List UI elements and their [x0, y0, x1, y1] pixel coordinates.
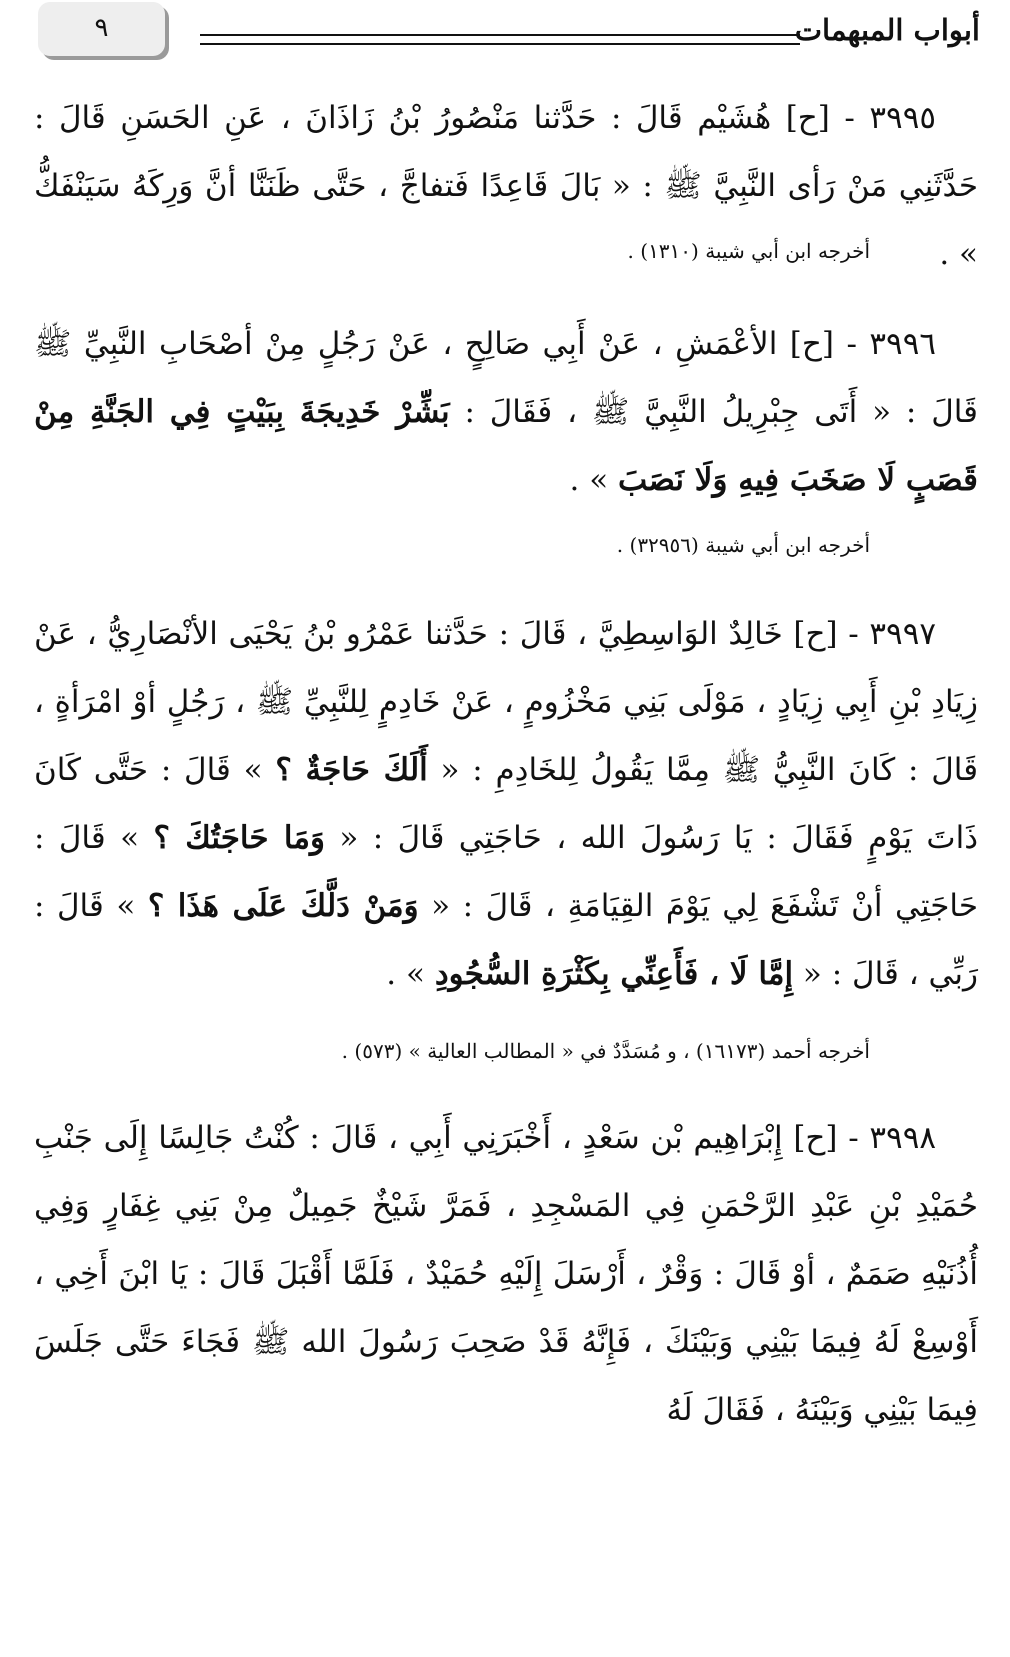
hadith-3997 — [34, 600, 978, 1008]
chapter-title: أبواب المبهمات — [794, 13, 980, 47]
prophetic-saying: وَمَا حَاجَتُكَ ؟ — [153, 820, 325, 856]
hadith-segment: ٣٩٩٥ - [ح] هُشَيْم قَالَ : حَدَّثنا مَنْصُورُ بْنُ زَاذَانَ ، عَنِ الحَسَنِ قَالَ : حَدَّثَنِي مَنْ رَأى النَّبِيَّ ﷺ : « بَالَ قَاعِدًا فَتفاجَّ ، حَتَّى ظَنَنَّا أنَّ وَرِكَهُ سَيَنْفَكُّ » . — [34, 100, 978, 272]
hadith-segment: ٣٩٩٨ - [ح] إِبْرَاهِيم بْن سَعْدٍ ، أَخْبَرَنِي أَبِي ، قَالَ : كُنْتُ جَالِسًا إِلَى جَنْبِ حُمَيْدِ بْنِ عَبْدِ الرَّحْمَنِ فِي المَسْجِدِ ، فَمَرَّ شَيْخٌ جَمِيلٌ مِنْ بَنِي غِفَارٍ وَفِي أُذُنَيْهِ صَمَمٌ ، أوْ قَالَ : وَقْرٌ ، أَرْسَلَ إِلَيْهِ حُمَيْدٌ ، فَلَمَّا أَقْبَلَ قَالَ : يَا ابْنَ أَخِي ، أَوْسِعْ لَهُ فِيمَا بَيْنِي وَبَيْنَكَ ، فَإِنَّهُ قَدْ صَحِبَ رَسُولَ الله ﷺ فَجَاءَ حَتَّى جَلَسَ فِيمَا بَيْنِي وَبَيْنَهُ ، فَقَالَ لَهُ — [34, 1120, 978, 1428]
hadith-segment: » قَالَ : حَتَّى كَانَ ذَاتَ يَوْمٍ فَقَالَ : يَا رَسُولَ الله ، حَاجَتِي قَالَ : « — [34, 752, 979, 856]
hadith-segment: » . — [386, 956, 435, 992]
hadith-segment: ٣٩٩٦ - [ح] الأعْمَشِ ، عَنْ أَبِي صَالِحٍ ، عَنْ رَجُلٍ مِنْ أصْحَابِ النَّبِيِّ ﷺ قَالَ : « أَتَى جِبْرِيلُ النَّبِيَّ ﷺ ، فَقَالَ : — [34, 326, 978, 430]
header-rule-bottom — [200, 43, 800, 45]
hadith-3996 — [34, 310, 978, 514]
page-header — [0, 0, 1010, 70]
hadith-3998 — [34, 1104, 978, 1444]
prophetic-saying: أَلَكَ حَاجَةٌ ؟ — [275, 752, 428, 788]
hadith-text — [34, 600, 978, 1008]
prophetic-saying: بَشِّرْ خَدِيجَةَ بِبَيْتٍ فِي الجَنَّةِ مِنْ قَصَبٍ لَا صَخَبَ فِيهِ وَلَا نَصَبَ — [34, 394, 978, 498]
header-rule-top — [200, 34, 800, 36]
hadith-footnote: أخرجه ابن أبي شيبة (٣٢٩٥٦) . — [616, 533, 870, 557]
prophetic-saying: إِمَّا لَا ، فَأَعِنِّي بِكَثْرَةِ السُّجُودِ — [434, 956, 794, 992]
hadith-segment: » قَالَ : رَبِّي ، قَالَ : « — [34, 888, 978, 992]
hadith-segment: » قَالَ : حَاجَتِي أنْ تَشْفَعَ لِي يَوْمَ القِيَامَةِ ، قَالَ : « — [34, 820, 978, 924]
hadith-segment: ٣٩٩٧ - [ح] خَالِدٌ الوَاسِطِيَّ ، قَالَ : حَدَّثنا عَمْرُو بْنُ يَحْيَى الأنْصَارِيُّ ، عَنْ زِيَادِ بْنِ أَبِي زِيَادٍ ، مَوْلَى بَنِي مَخْزُومٍ ، عَنْ خَادِمٍ لِلنَّبِيِّ ﷺ ، رَجُلٍ أوْ امْرَأةٍ ، قَالَ : كَانَ النَّبِيُّ ﷺ مِمَّا يَقُولُ لِلخَادِمِ : « — [34, 616, 979, 788]
hadith-segment: » . — [569, 462, 619, 498]
hadith-text — [34, 310, 978, 514]
page-number-box — [38, 2, 165, 56]
hadith-footnote: أخرجه أحمد (١٦١٧٣) ، و مُسَدَّدٌ في « المطالب العالية » (٥٧٣) . — [341, 1039, 870, 1063]
prophetic-saying: وَمَنْ دَلَّكَ عَلَى هَذَا ؟ — [147, 888, 419, 924]
page-number: ٩ — [94, 13, 109, 43]
hadith-footnote: أخرجه ابن أبي شيبة (١٣١٠) . — [627, 239, 870, 263]
hadith-text — [34, 1104, 978, 1444]
